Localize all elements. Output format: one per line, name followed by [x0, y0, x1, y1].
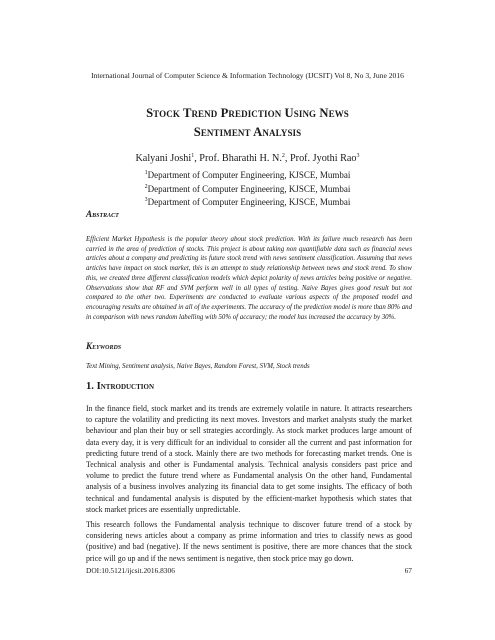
affiliation — [0, 182, 495, 196]
affiliation-text: Department of Computer Engineering, KJSCE, Mumbai — [147, 183, 351, 194]
author-affiliation-mark: 1 — [191, 153, 195, 159]
footer-doi: DOI:10.5121/ijcsit.2016.8306 — [86, 566, 175, 575]
affiliation-text: Department of Computer Engineering, KJSCE, Mumbai — [147, 170, 351, 180]
keywords-heading: Keywords — [86, 341, 122, 351]
paper-title-line-1: Stock Trend Prediction Using News — [146, 106, 349, 120]
author-name: Kalyani Joshi — [135, 153, 192, 164]
affiliation-mark: 3 — [144, 197, 148, 204]
author-list — [0, 150, 495, 165]
introduction-paragraph: This research follows the Fundamental analysis technique to discover future trend of a stock by considering news articles about a company as prime information and tries to classify news as good (positive) and bad (negative). If the news sentiment is positive, there are more chances that the stock price will go up and if the news sentiment is negative, then stock price may go down. — [86, 520, 412, 563]
paper-title — [60, 104, 435, 142]
journal-header: International Journal of Computer Science & Information Technology (IJCSIT) Vol 8, No 3, June 2016 — [91, 71, 404, 80]
abstract-text: Efficient Market Hypothesis is the popular theory about stock prediction. With its failure much research has been carried in the area of prediction of stocks. This project is about taking non quantifiable data such as financial news articles about a company and predicting its future stock trend with news sentiment classification. Assuming that news articles have impact on stock market, this is an attempt to study relationship between news and stock trend. To show this, we created three different classification models which depict polarity of news articles being positive or negative. Observations show that RF and SVM perform well in all types of testing. Naive Bayes gives good result but not compared to the other two. Experiments are conducted to evaluate various aspects of the proposed model and encouraging results are obtained in all of the experiments. The accuracy of the prediction model is more than 80% and in comparison with news random labelling with 50% of accuracy; the model has increased the accuracy by 30%. — [86, 236, 412, 321]
keywords-text: Text Mining, Sentiment analysis, Naive Bayes, Random Forest, SVM, Stock trends — [86, 363, 310, 370]
introduction-paragraph: In the finance field, stock market and its trends are extremely volatile in nature. It attracts researchers to capture the volatility and predicting its next moves. Investors and market analysts study the market behaviour and plan their buy or sell strategies accordingly. As stock market produces large amount of data every day, it is very difficult for an individual to consider all the current and past information for predicting future trend of a stock. Mainly there are two methods for forecasting market trends. One is Technical analysis and other is Fundamental analysis. Technical analysis considers past price and volume to predict the future trend where as Fundamental analysis On the other hand, Fundamental analysis of a business involves analyzing its financial data to get some insights. The efficacy of both technical and fundamental analysis is disputed by the efficient-market hypothesis which states that stock market prices are essentially unpredictable. — [86, 404, 412, 514]
introduction-heading: 1. Introduction — [86, 381, 154, 392]
paper-title-line-2: Sentiment Analysis — [193, 125, 302, 139]
author-separator: , — [194, 153, 200, 164]
affiliation-mark: 1 — [144, 170, 148, 176]
affiliation-list — [0, 168, 495, 209]
affiliation-mark: 2 — [144, 183, 148, 190]
affiliation — [0, 168, 495, 182]
author-name: Prof. Jyothi Rao — [290, 153, 357, 164]
page-number: 67 — [404, 566, 412, 575]
abstract-heading: Abstract — [86, 209, 119, 219]
author-affiliation-mark: 3 — [356, 153, 360, 159]
author-name: Prof. Bharathi H. N. — [199, 153, 282, 164]
affiliation-text: Department of Computer Engineering, KJSCE, Mumbai — [147, 197, 351, 208]
affiliation — [0, 195, 495, 209]
author-separator: , — [284, 153, 291, 164]
author-affiliation-mark: 2 — [281, 153, 285, 159]
